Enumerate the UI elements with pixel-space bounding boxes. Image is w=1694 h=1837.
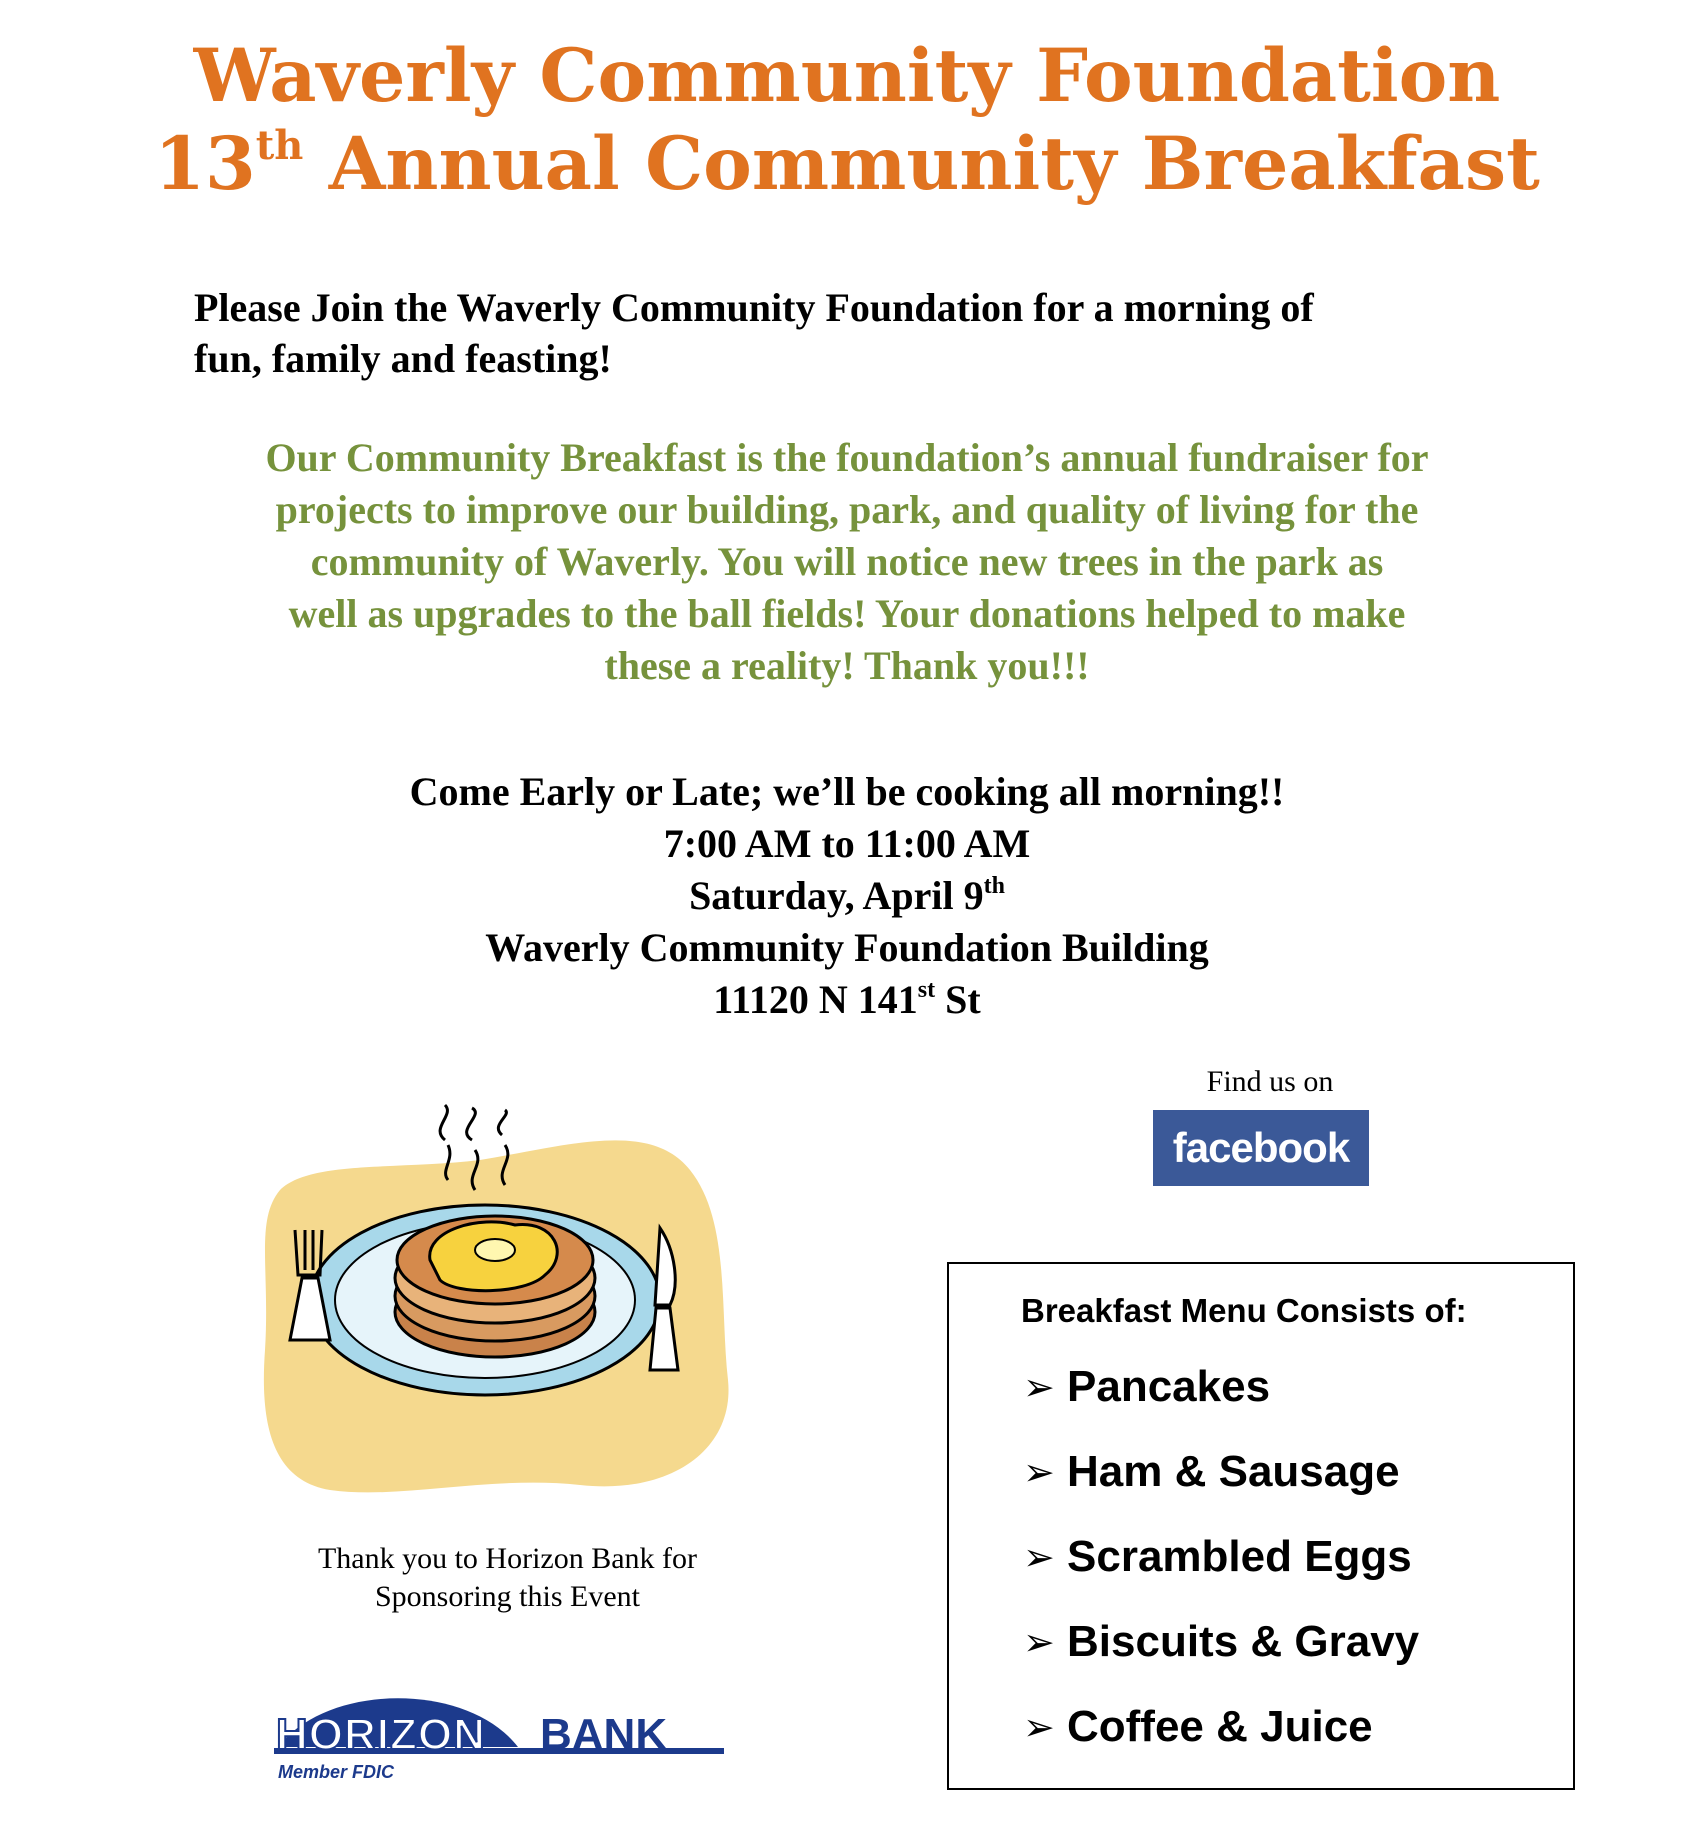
breakfast-menu-box [947,1262,1575,1790]
logo-word-bank: BANK [540,1710,668,1759]
event-date [0,870,1694,922]
find-us-label: Find us on [1206,1065,1334,1098]
menu-item-label: Pancakes [1067,1362,1271,1411]
event-venue: Waverly Community Foundation Building [485,925,1209,970]
event-tagline: Come Early or Late; we’ll be cooking all morning!! [409,769,1285,814]
menu-item [1023,1702,1373,1752]
pancake-breakfast-icon [250,1100,750,1510]
arrow-bullet-icon: ➢ [1023,1536,1055,1579]
menu-item [1023,1362,1270,1412]
address-main: 11120 N 141 [713,977,918,1022]
message-line: Our Community Breakfast is the foundation’s annual fundraiser for [265,435,1429,480]
menu-title: Breakfast Menu Consists of: [1021,1292,1467,1329]
menu-item-label: Biscuits & Gravy [1067,1617,1420,1666]
menu-item-label: Coffee & Juice [1067,1702,1373,1751]
message-line: projects to improve our building, park, and quality of living for the [275,487,1419,532]
event-date-main: Saturday, April 9 [689,873,984,918]
address-rest: St [935,977,981,1022]
arrow-bullet-icon: ➢ [1023,1451,1055,1494]
sponsor-line: Sponsoring this Event [374,1580,640,1613]
logo-tagline: Member FDIC [278,1762,395,1782]
menu-item [1023,1447,1400,1497]
sponsor-thanks [250,1540,765,1616]
menu-item [1023,1532,1412,1582]
event-details [0,766,1694,1026]
edition-suffix: th [255,122,304,169]
message-line: community of Waverly. You will notice new trees in the park as [310,539,1384,584]
arrow-bullet-icon: ➢ [1023,1621,1055,1664]
menu-item [1023,1617,1419,1667]
intro-paragraph [194,282,1504,384]
menu-item-label: Ham & Sausage [1067,1447,1400,1496]
intro-line: Please Join the Waverly Community Foundation for a morning of [194,285,1314,330]
arrow-bullet-icon: ➢ [1023,1706,1055,1749]
arrow-bullet-icon: ➢ [1023,1366,1055,1409]
event-date-suffix: th [983,873,1005,899]
message-line: these a reality! Thank you!!! [604,643,1090,688]
facebook-badge[interactable]: facebook [1153,1110,1369,1186]
logo-word-horizon: HORIZON [276,1710,486,1759]
title-rest: Annual Community Breakfast [303,121,1540,207]
horizon-bank-logo [268,1672,730,1792]
menu-item-label: Scrambled Eggs [1067,1532,1412,1581]
intro-line: fun, family and feasting! [194,336,612,381]
flyer-title-line2 [0,121,1694,207]
sponsor-line: Thank you to Horizon Bank for [317,1542,698,1575]
edition-number: 13 [154,121,256,207]
fundraiser-message [150,432,1544,692]
flyer-title-line1: Waverly Community Foundation [193,33,1501,119]
event-address [0,974,1694,1026]
message-line: well as upgrades to the ball fields! Your donations helped to make [288,591,1406,636]
event-time: 7:00 AM to 11:00 AM [663,821,1031,866]
address-suffix: st [917,977,936,1003]
